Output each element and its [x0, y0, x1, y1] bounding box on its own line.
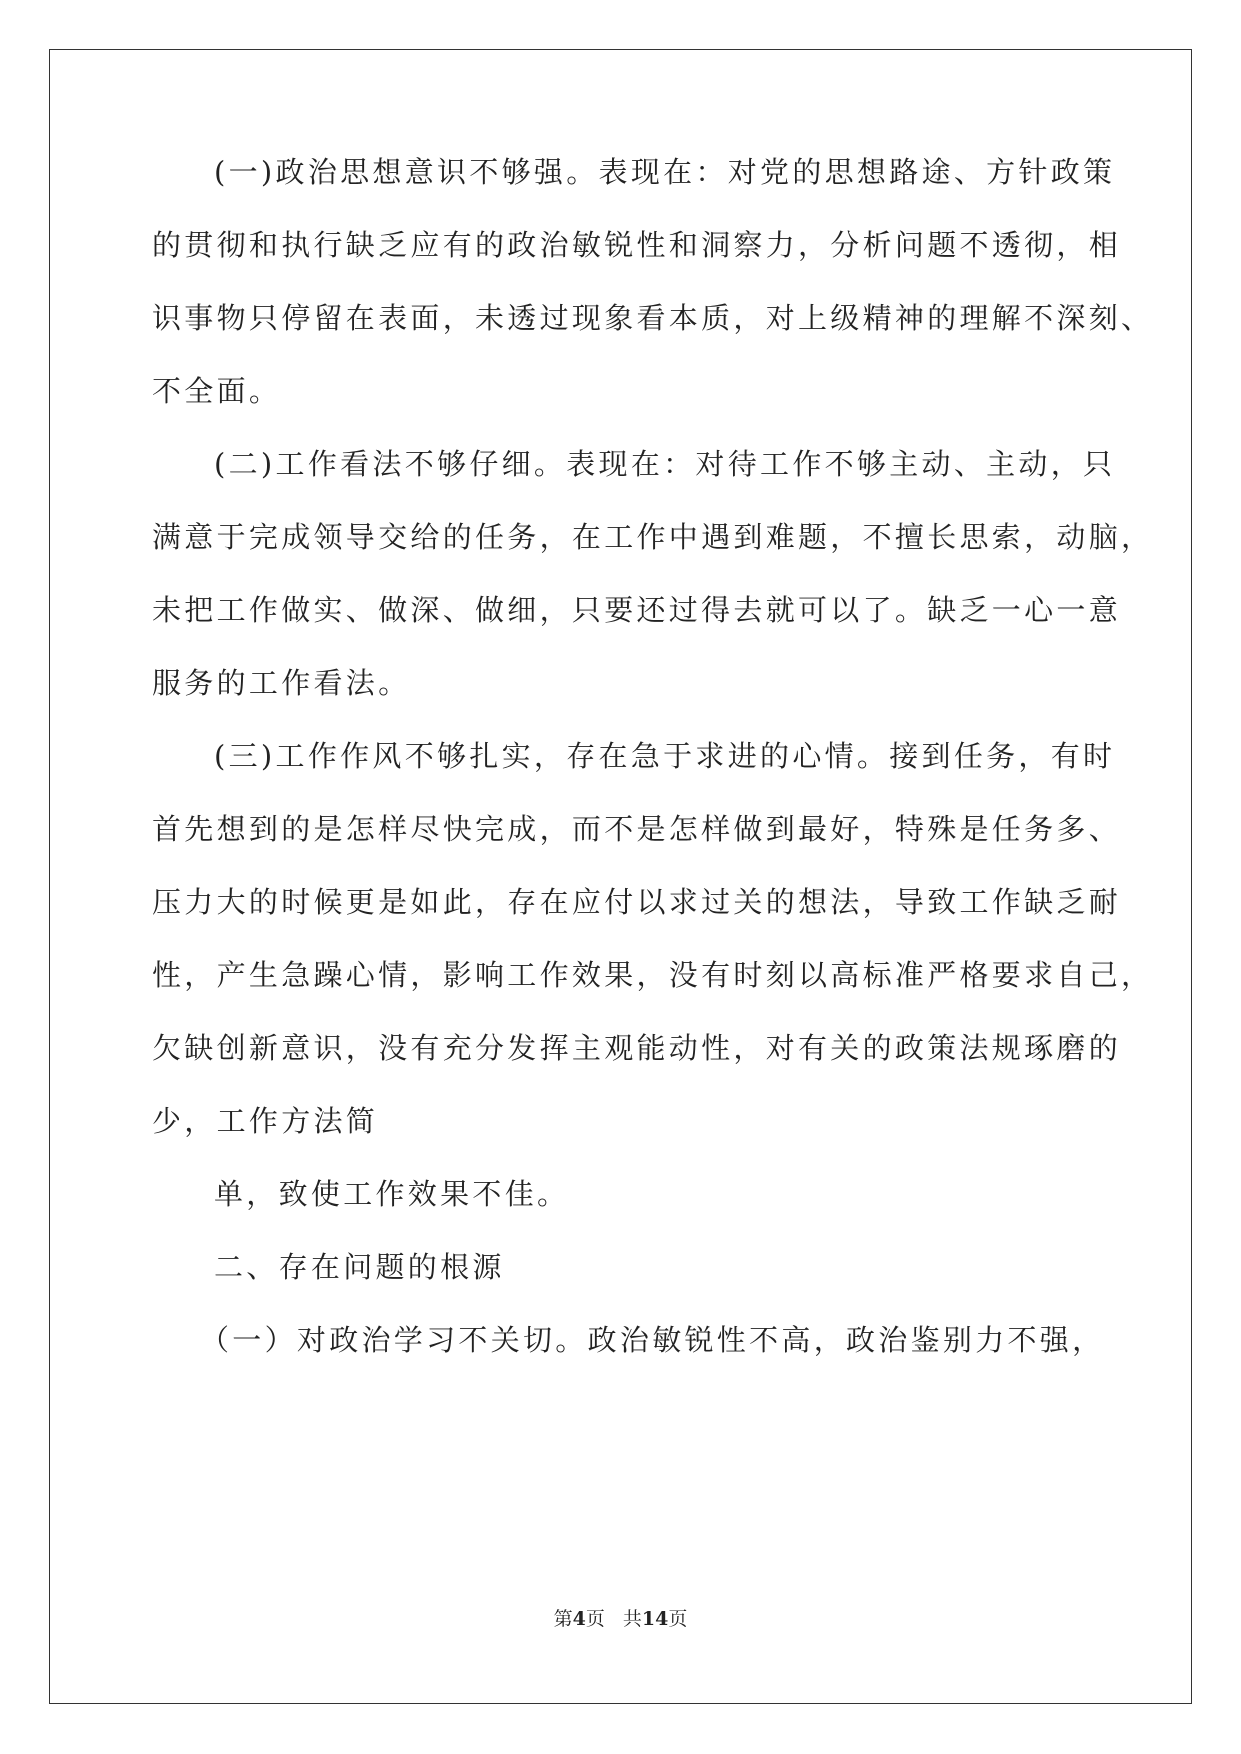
paragraph-line: (一)政治思想意识不够强。表现在：对党的思想路途、方针政策	[214, 155, 1116, 189]
paragraph-line: 的贯彻和执行缺乏应有的政治敏锐性和洞察力，分析问题不透彻，相	[152, 228, 1122, 262]
paragraph-line: 识事物只停留在表面，未透过现象看本质，对上级精神的理解不深刻、	[152, 301, 1154, 335]
paragraph-line: 压力大的时候更是如此，存在应付以求过关的想法，导致工作缺乏耐	[152, 885, 1122, 919]
paragraph-line: 未把工作做实、做深、做细，只要还过得去就可以了。缺乏一心一意	[152, 593, 1122, 627]
page-number-label: 第4页	[553, 1608, 605, 1630]
paragraph-line: (二)工作看法不够仔细。表现在：对待工作不够主动、主动，只	[214, 447, 1116, 481]
page-total-label: 共14页	[622, 1608, 688, 1630]
paragraph-line: 欠缺创新意识，没有充分发挥主观能动性，对有关的政策法规琢磨的	[152, 1031, 1122, 1065]
paragraph-line: （一）对政治学习不关切。政治敏锐性不高，政治鉴别力不强，	[200, 1323, 1105, 1357]
paragraph-line: 不全面。	[152, 374, 282, 408]
section-heading: 二、存在问题的根源	[214, 1250, 505, 1284]
page-footer	[0, 1607, 1241, 1631]
paragraph-line: 性，产生急躁心情，影响工作效果，没有时刻以高标准严格要求自己，	[152, 958, 1154, 992]
paragraph-line: 单，致使工作效果不佳。	[214, 1177, 570, 1211]
paragraph-line: 首先想到的是怎样尽快完成，而不是怎样做到最好，特殊是任务多、	[152, 812, 1122, 846]
paragraph-line: 少，工作方法简	[152, 1104, 379, 1138]
paragraph-line: 满意于完成领导交给的任务，在工作中遇到难题，不擅长思索，动脑，	[152, 520, 1154, 554]
paragraph-line: 服务的工作看法。	[152, 666, 411, 700]
paragraph-line: (三)工作作风不够扎实，存在急于求进的心情。接到任务，有时	[214, 739, 1116, 773]
